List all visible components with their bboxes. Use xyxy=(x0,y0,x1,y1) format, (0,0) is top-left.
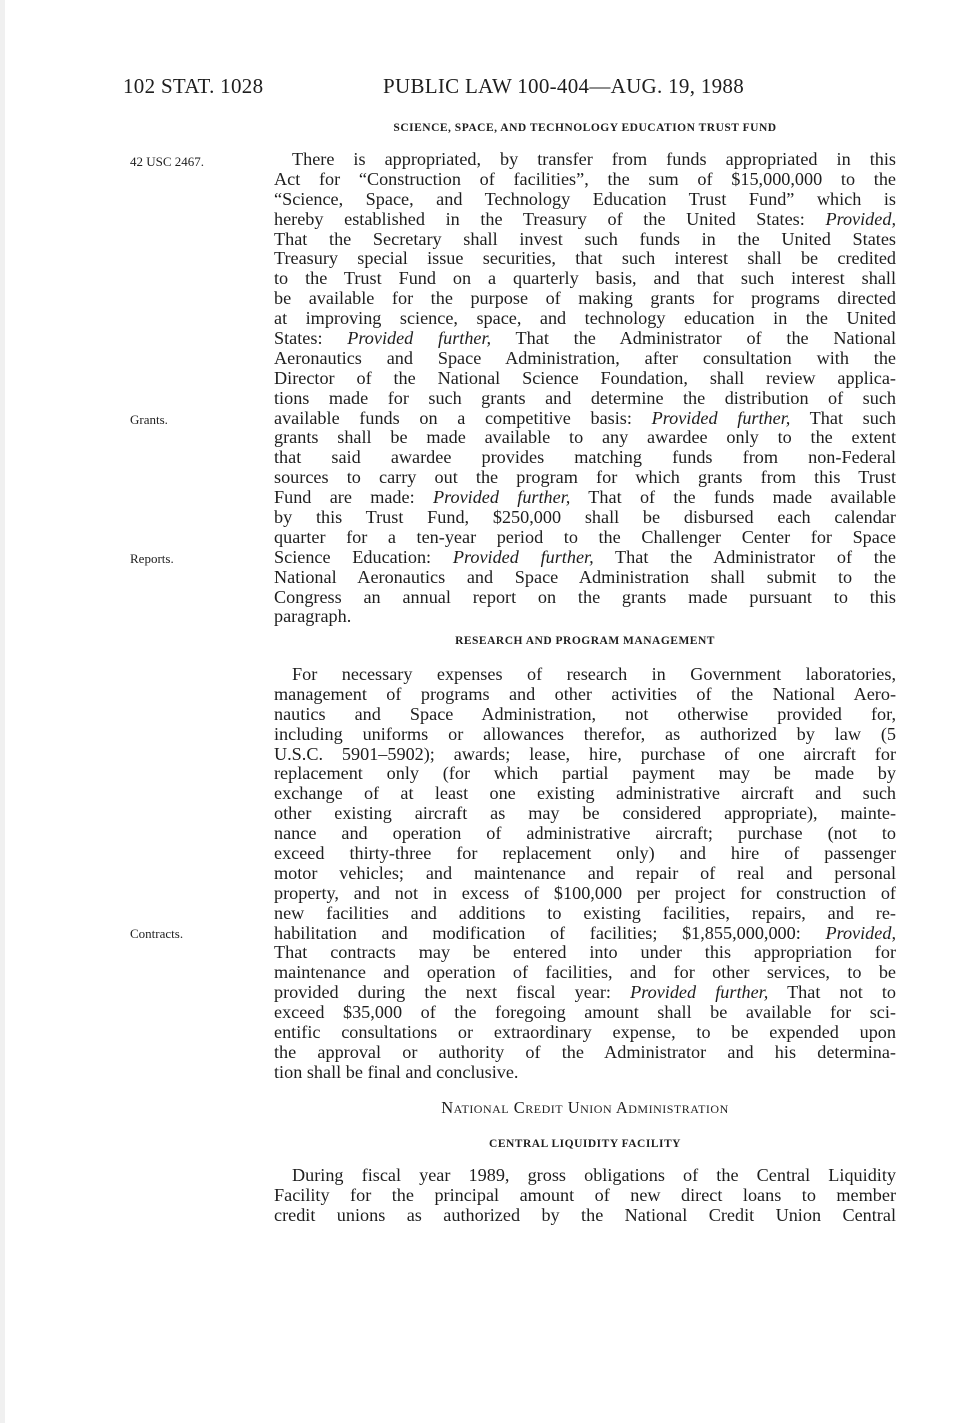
text-segment: that said awardee provides matching funds from non-Federal xyxy=(274,447,896,468)
text-line xyxy=(274,983,896,1003)
text-segment: tions made for such grants and determine the distribution of such xyxy=(274,387,896,408)
text-segment: “Science, Space, and Technology Education Trust Fund” which is xyxy=(274,188,896,209)
text-line xyxy=(274,448,896,468)
text-segment: sources to carry out the program for which grants from this Trust xyxy=(274,467,896,488)
text-line xyxy=(274,705,896,725)
liquidity-paragraph xyxy=(274,1166,896,1226)
text-line xyxy=(274,369,896,389)
text-segment: nautics and Space Administration, not otherwise provided for, xyxy=(274,703,896,724)
text-segment: That the Secretary shall invest such funds in the United States xyxy=(274,228,896,249)
text-segment: paragraph. xyxy=(274,606,352,627)
text-line xyxy=(274,269,896,289)
text-line xyxy=(274,210,896,230)
text-segment: There is appropriated, by transfer from funds appropriated in this xyxy=(292,149,896,169)
text-line xyxy=(274,508,896,528)
section-heading-research: RESEARCH AND PROGRAM MANAGEMENT xyxy=(455,635,715,647)
text-line xyxy=(274,745,896,765)
text-segment: Act for “Construction of facilities”, the sum of $15,000,000 to the xyxy=(274,168,896,189)
text-segment: That contracts may be entered into under this appropriation for xyxy=(274,942,896,963)
text-line xyxy=(274,943,896,963)
text-segment: including uniforms or allowances therefor, as authorized by law (5 xyxy=(274,723,896,744)
text-line xyxy=(274,844,896,864)
running-header-title: PUBLIC LAW 100-404—AUG. 19, 1988 xyxy=(383,74,745,98)
italic-proviso: Provided further, xyxy=(432,487,571,508)
text-line xyxy=(274,349,896,369)
text-segment: other existing aircraft as may be considered appropriate), mainte- xyxy=(274,803,896,824)
text-segment: entific consultations or extraordinary expense, to be expended upon xyxy=(274,1022,896,1043)
text-line xyxy=(274,864,896,884)
text-line xyxy=(274,1023,896,1043)
text-line xyxy=(274,468,896,488)
section-heading-liquidity: CENTRAL LIQUIDITY FACILITY xyxy=(489,1138,681,1150)
margin-note-contracts: Contracts. xyxy=(130,926,184,941)
agency-heading: National Credit Union Administration xyxy=(441,1098,729,1117)
text-line xyxy=(274,1063,896,1083)
text-line xyxy=(274,409,896,429)
text-line xyxy=(274,963,896,983)
text-line xyxy=(274,190,896,210)
text-segment: That of the funds made available xyxy=(570,487,896,508)
italic-proviso: Provided further, xyxy=(452,546,594,567)
margin-note-grants: Grants. xyxy=(130,412,168,427)
text-line xyxy=(274,764,896,784)
text-line xyxy=(274,1166,896,1186)
text-line xyxy=(274,289,896,309)
text-line xyxy=(274,665,896,685)
text-segment: That the Administrator of the National xyxy=(491,328,897,349)
text-segment: provided during the next fiscal year: xyxy=(274,982,631,1003)
text-segment: the approval or authority of the Administrator and his determina- xyxy=(274,1041,896,1062)
text-segment: credit unions as authorized by the National Credit Union Central xyxy=(274,1204,896,1225)
text-line xyxy=(274,884,896,904)
text-segment: exceed $35,000 of the foregoing amount shall be available for sci- xyxy=(274,1002,896,1023)
trust-fund-paragraph xyxy=(274,150,896,627)
text-segment: quarter for a ten-year period to the Challenger Center for Space xyxy=(274,526,896,547)
text-segment: Aeronautics and Space Administration, after consultation with the xyxy=(274,347,896,368)
text-line xyxy=(274,309,896,329)
italic-proviso: Provided further, xyxy=(347,328,492,349)
text-line xyxy=(274,1043,896,1063)
text-segment: tion shall be final and conclusive. xyxy=(274,1061,519,1082)
text-segment: Director of the National Science Foundation, shall review applica- xyxy=(274,367,896,388)
text-line xyxy=(274,904,896,924)
text-segment: available funds on a competitive basis: xyxy=(274,407,652,428)
text-segment: at improving science, space, and technology education in the United xyxy=(274,308,896,329)
text-segment: be available for the purpose of making grants for programs directed xyxy=(274,288,896,309)
research-paragraph xyxy=(274,665,896,1083)
text-line xyxy=(274,924,896,944)
text-segment: grants shall be made available to any awardee only to the extent xyxy=(274,427,896,448)
text-line xyxy=(274,230,896,250)
text-segment: nance and operation of administrative aircraft; purchase (not to xyxy=(274,823,896,844)
text-segment: to the Trust Fund on a quarterly basis, and that such interest shall xyxy=(274,268,896,289)
text-line xyxy=(274,1186,896,1206)
text-segment: property, and not in excess of $100,000 per project for construction of xyxy=(274,882,896,903)
statute-page-number: 102 STAT. 1028 xyxy=(123,74,264,98)
text-segment: replacement only (for which partial payment may be made by xyxy=(274,763,896,784)
italic-proviso: Provided, xyxy=(825,922,896,943)
text-line xyxy=(274,488,896,508)
text-line xyxy=(274,528,896,548)
text-line xyxy=(274,389,896,409)
text-line xyxy=(274,824,896,844)
text-segment: That such xyxy=(790,407,896,428)
margin-note-reports: Reports. xyxy=(130,551,174,566)
text-segment: Treasury special issue securities, that such interest shall be credited xyxy=(274,248,896,269)
text-line xyxy=(274,150,896,170)
text-segment: new facilities and additions to existing facilities, repairs, and re- xyxy=(274,902,896,923)
text-line xyxy=(274,568,896,588)
text-segment: Fund are made: xyxy=(274,487,433,508)
text-line xyxy=(274,804,896,824)
text-line xyxy=(274,329,896,349)
text-segment: States: xyxy=(274,328,348,349)
text-segment: During fiscal year 1989, gross obligations of the Central Liquidity xyxy=(292,1165,896,1185)
text-line xyxy=(274,1206,896,1226)
italic-proviso: Provided, xyxy=(825,208,896,229)
text-segment: habilitation and modification of facilities; $1,855,000,000: xyxy=(274,922,826,943)
text-segment: That the Administrator of the xyxy=(593,546,897,567)
italic-proviso: Provided further, xyxy=(651,407,791,428)
text-segment: National Aeronautics and Space Administration shall submit to the xyxy=(274,566,896,587)
margin-note-usc: 42 USC 2467. xyxy=(130,154,205,169)
text-line xyxy=(274,607,896,627)
text-line xyxy=(274,725,896,745)
text-segment: That not to xyxy=(768,982,897,1003)
italic-proviso: Provided further, xyxy=(630,982,769,1003)
text-segment: Facility for the principal amount of new direct loans to member xyxy=(274,1184,896,1205)
page-edge xyxy=(0,0,5,1423)
text-segment: maintenance and operation of facilities, and for other services, to be xyxy=(274,962,896,983)
text-segment: exchange of at least one existing administrative aircraft and such xyxy=(274,783,896,804)
text-segment: motor vehicles; and maintenance and repair of real and personal xyxy=(274,862,896,883)
text-segment: hereby established in the Treasury of the United States: xyxy=(274,208,826,229)
text-segment: U.S.C. 5901–5902); awards; lease, hire, purchase of one aircraft for xyxy=(274,743,896,764)
text-segment: Science Education: xyxy=(274,546,453,567)
text-line xyxy=(274,685,896,705)
text-segment: Congress an annual report on the grants made pursuant to this xyxy=(274,586,896,607)
text-line xyxy=(274,170,896,190)
text-segment: exceed thirty-three for replacement only) and hire of passenger xyxy=(274,843,896,864)
text-line xyxy=(274,548,896,568)
text-line xyxy=(274,784,896,804)
text-segment: by this Trust Fund, $250,000 shall be disbursed each calendar xyxy=(274,507,896,528)
section-heading-trust-fund: SCIENCE, SPACE, AND TECHNOLOGY EDUCATION TRUST FUND xyxy=(393,122,777,134)
text-segment: For necessary expenses of research in Government laboratories, xyxy=(292,664,896,684)
text-line xyxy=(274,428,896,448)
text-segment: management of programs and other activities of the National Aero- xyxy=(274,683,896,704)
text-line xyxy=(274,1003,896,1023)
text-line xyxy=(274,249,896,269)
text-line xyxy=(274,588,896,608)
